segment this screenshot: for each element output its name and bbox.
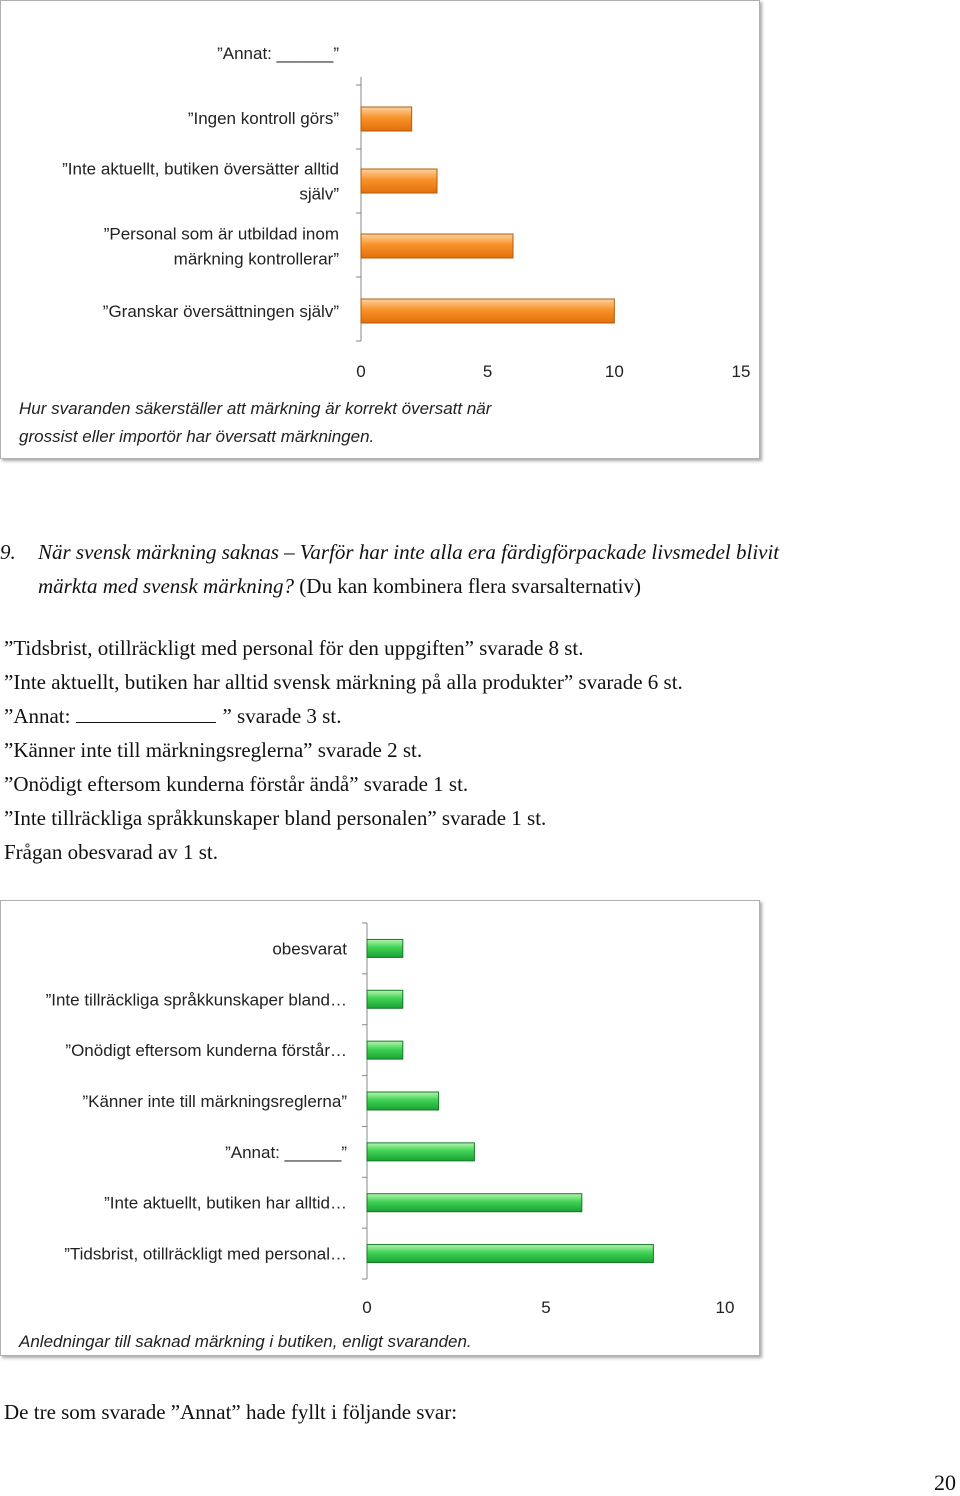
chart2-x-tick-label: 0 bbox=[362, 1298, 372, 1317]
closing-text: De tre som svarade ”Annat” hade fyllt i följande svar: bbox=[4, 1400, 458, 1424]
chart-verification-methods bbox=[0, 0, 760, 459]
chart2-bar bbox=[367, 939, 403, 957]
annat-blank-line bbox=[76, 704, 216, 723]
question-number: 9. bbox=[0, 540, 16, 564]
answer-line-onodigt: ”Onödigt eftersom kunderna förstår ändå” svarade 1 st. bbox=[4, 772, 469, 796]
answer-line-tidsbrist: ”Tidsbrist, otillräckligt med personal för den uppgiften” svarade 8 st. bbox=[4, 636, 584, 660]
chart2-bar bbox=[367, 1041, 403, 1059]
chart1-x-tick-label: 10 bbox=[604, 362, 624, 381]
chart2-bar bbox=[367, 1092, 439, 1110]
chart1-category-label: själv” bbox=[299, 184, 339, 204]
chart1-x-tick-label: 5 bbox=[482, 362, 493, 381]
chart1-bar bbox=[361, 107, 412, 131]
chart-missing-labelling-reasons bbox=[0, 900, 760, 1356]
chart1-svg bbox=[1, 1, 759, 458]
answer-line-inte-aktuellt: ”Inte aktuellt, butiken har alltid svensk märkning på alla produkter” svarade 6 st. bbox=[4, 670, 683, 694]
chart2-category-label: ”Känner inte till märkningsreglerna” bbox=[82, 1092, 347, 1111]
chart1-x-tick-label: 0 bbox=[356, 362, 366, 381]
chart2-x-tick-label: 5 bbox=[541, 1298, 551, 1317]
question-heading bbox=[0, 535, 955, 603]
chart2-caption: Anledningar till saknad märkning i butiken, enligt svaranden. bbox=[19, 1332, 472, 1351]
answer-line-kanner-inte: ”Känner inte till märkningsreglerna” svarade 2 st. bbox=[4, 738, 423, 762]
chart1-category-label: ”Granskar översättningen själv” bbox=[102, 302, 339, 321]
answer-line-sprakkunskaper: ”Inte tillräckliga språkkunskaper bland personalen” svarade 1 st. bbox=[4, 806, 547, 830]
annat-suffix: ” svarade 3 st. bbox=[222, 704, 342, 728]
chart2-x-tick-label: 10 bbox=[715, 1298, 735, 1317]
chart1-bar bbox=[361, 299, 614, 323]
chart1-caption: grossist eller importör har översatt märkningen. bbox=[19, 427, 375, 446]
chart2-category-label: ”Tidsbrist, otillräckligt med personal… bbox=[64, 1244, 347, 1264]
page-number: 20 bbox=[934, 1470, 956, 1495]
chart1-x-tick-label: 15 bbox=[731, 362, 751, 381]
question-text-line2: märkta med svensk märkning? bbox=[38, 574, 295, 598]
chart2-bar bbox=[367, 1245, 653, 1263]
chart1-category-label: ”Personal som är utbildad inom bbox=[103, 224, 339, 244]
chart2-category-label: ”Onödigt eftersom kunderna förstår… bbox=[65, 1041, 347, 1061]
chart2-category-label: obesvarat bbox=[272, 939, 347, 959]
chart2-category-label: ”Inte tillräckliga språkkunskaper bland… bbox=[45, 990, 347, 1010]
chart1-bar bbox=[361, 169, 437, 193]
chart1-bar bbox=[361, 234, 513, 258]
chart2-bar bbox=[367, 990, 403, 1008]
question-text-line1: När svensk märkning saknas – Varför har inte alla era färdigförpackade livsmedel blivit bbox=[38, 540, 780, 564]
answer-line-annat bbox=[4, 704, 341, 729]
annat-prefix: ”Annat: bbox=[4, 704, 71, 728]
chart2-svg bbox=[1, 901, 759, 1355]
chart1-category-label: ”Annat: ______” bbox=[217, 44, 339, 63]
answer-line-obesvarad: Frågan obesvarad av 1 st. bbox=[4, 840, 219, 864]
chart2-bar bbox=[367, 1143, 474, 1161]
chart1-category-label: ”Ingen kontroll görs” bbox=[187, 109, 339, 128]
chart1-caption: Hur svaranden säkerställer att märkning är korrekt översatt när bbox=[19, 399, 492, 418]
chart2-category-label: ”Annat: ______” bbox=[225, 1142, 347, 1162]
chart2-category-label: ”Inte aktuellt, butiken har alltid… bbox=[104, 1193, 347, 1213]
question-hint: (Du kan kombinera flera svarsalternativ) bbox=[294, 574, 641, 598]
chart1-category-label: ”Inte aktuellt, butiken översätter alltid bbox=[62, 159, 339, 179]
chart2-bar bbox=[367, 1194, 582, 1212]
chart1-category-label: märkning kontrollerar” bbox=[173, 249, 339, 269]
